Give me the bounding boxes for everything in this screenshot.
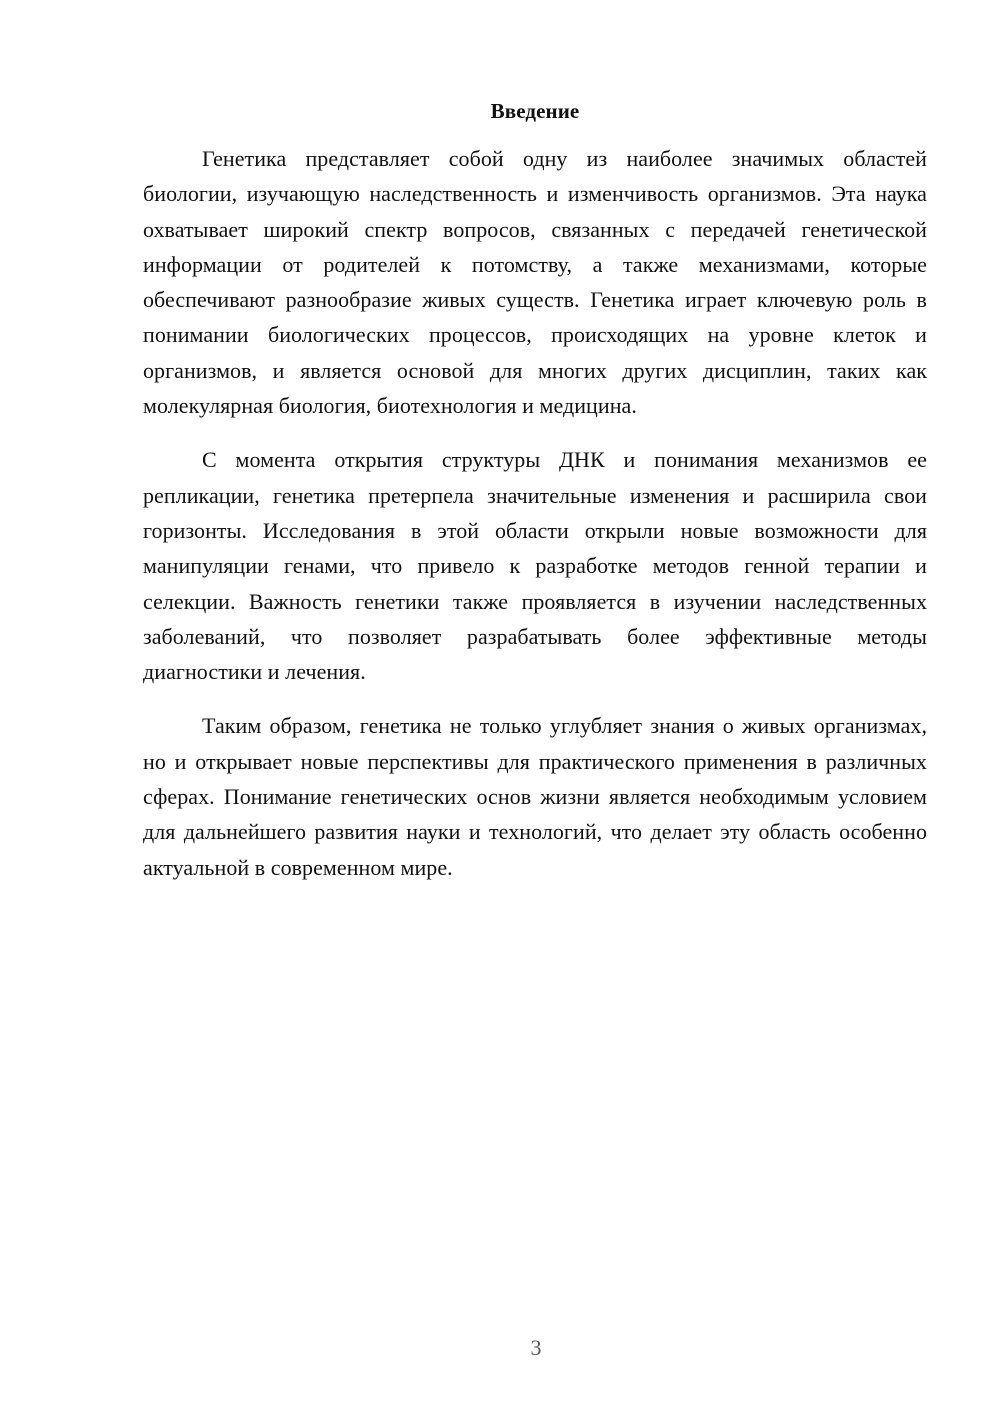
page-number: 3 (530, 1335, 542, 1360)
paragraph-1: Генетика представляет собой одну из наиболее значимых областей биологии, изучающую наследственность и изменчивость организмов. Эта наука охватывает широкий спектр вопросов, связанных с передачей генетической информации от родителей к потомству, а также механизмами, которые обеспечивают разнообразие живых существ. Генетика играет ключевую роль в понимании биологических процессов, происходящих на уровне клеток и организмов, и является основой для многих других дисциплин, таких как молекулярная биология, биотехнология и медицина. (143, 146, 927, 419)
page-content (143, 97, 927, 904)
paragraph-2: С момента открытия структуры ДНК и понимания механизмов ее репликации, генетика претерпела значительные изменения и расширила свои горизонты. Исследования в этой области открыли новые возможности для манипуляции генами, что привело к разработке методов генной терапии и селекции. Важность генетики также проявляется в изучении наследственных заболеваний, что позволяет разрабатывать более эффективные методы диагностики и лечения. (143, 447, 927, 685)
page-title: Введение (490, 99, 580, 123)
paragraph-3: Таким образом, генетика не только углубляет знания о живых организмах, но и открывает новые перспективы для практического применения в различных сферах. Понимание генетических основ жизни является необходимым условием для дальнейшего развития науки и технологий, что делает эту область особенно актуальной в современном мире. (143, 713, 927, 880)
